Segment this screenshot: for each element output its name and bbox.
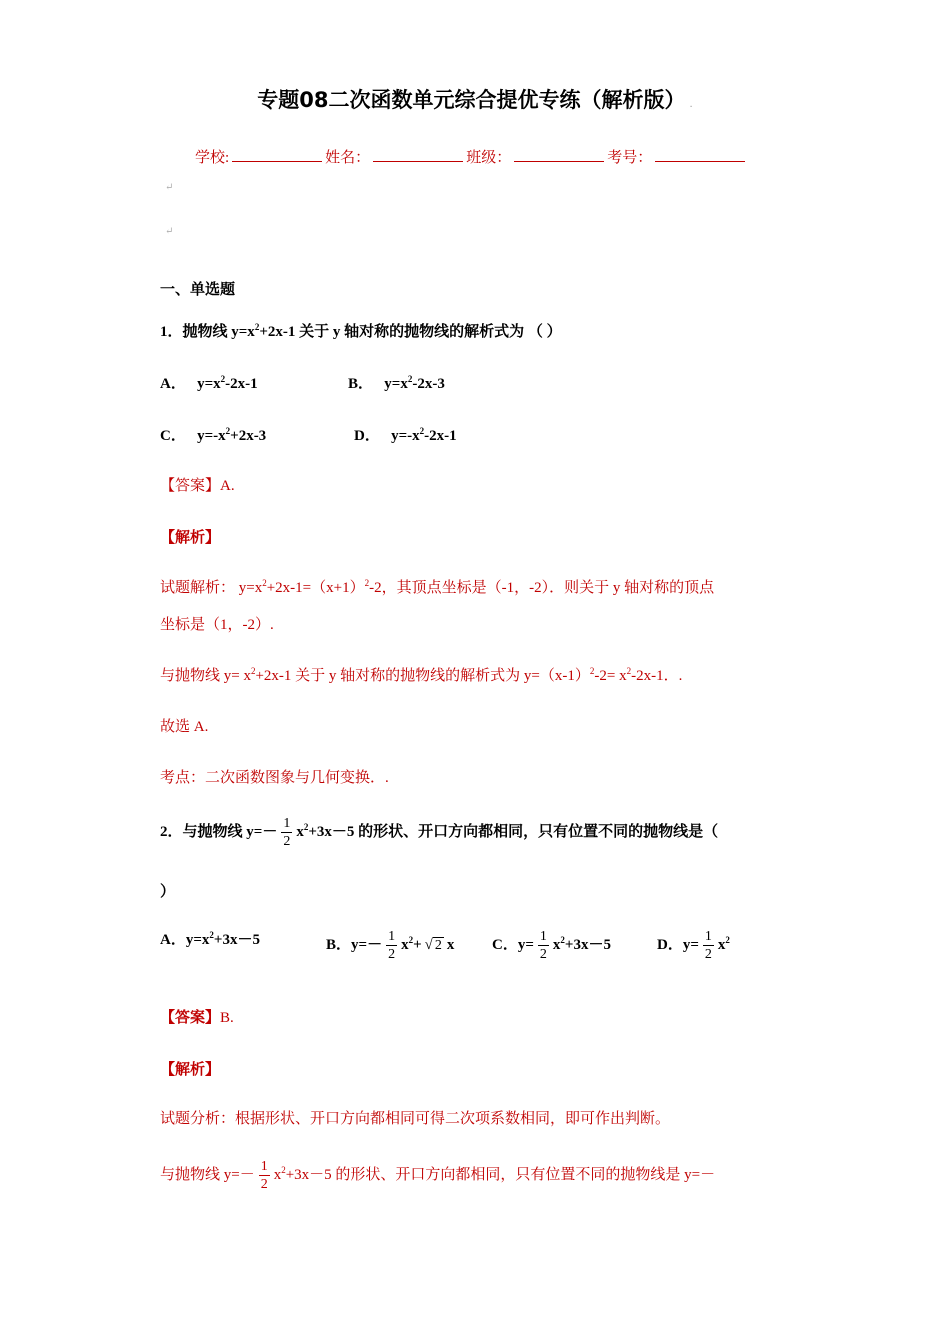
- q1-option-b[interactable]: B． $y=x^2-2x-3$: [348, 374, 445, 392]
- q2-option-a[interactable]: A．$y=x^2+3x-5$: [160, 930, 260, 948]
- section-heading: 一、单选题: [160, 282, 236, 298]
- student-info-line: [195, 146, 748, 167]
- name-field[interactable]: [373, 147, 463, 162]
- q1-analysis-label: 【解析】: [160, 530, 221, 546]
- exam-no-label: 考号：: [607, 150, 653, 166]
- q2-analysis-label: 【解析】: [160, 1062, 221, 1078]
- fraction: $\frac{1}{2}$: [539, 929, 547, 962]
- fraction: $\frac{1}{2}$: [283, 816, 291, 849]
- q1-answer: 【答案】A.: [160, 478, 235, 494]
- question-1-stem: 1．抛物线 $y=x^2+2x-1$ 关于 y 轴对称的抛物线的解析式为 （ ）: [160, 322, 562, 340]
- q1-option-d[interactable]: D． $y=-x^2-2x-1$: [354, 426, 457, 444]
- q1-option-c[interactable]: C． $y=-x^2+2x-3$: [160, 426, 267, 444]
- q1-option-a[interactable]: A． $y=x^2-2x-1$: [160, 374, 258, 392]
- paragraph-mark: ↵: [165, 226, 174, 237]
- school-field[interactable]: [232, 147, 322, 162]
- school-label: 学校:: [195, 150, 230, 166]
- q2-analysis-line: 与抛物线 y=－ $\frac{1}{2}$ $x^2+3x-5$ 的形状、开口方向都相同，只有位置不同的抛物线是 y=－: [160, 1159, 716, 1192]
- name-label: 姓名：: [325, 150, 371, 166]
- q1-analysis-line: 故选 A.: [160, 719, 209, 735]
- exam-no-field[interactable]: [655, 147, 745, 162]
- question-2-stem-end: ）: [160, 884, 176, 900]
- fraction: $\frac{1}{2}$: [260, 1159, 268, 1192]
- q2-option-d[interactable]: D．y= $\frac{1}{2}$ $x^2$: [657, 929, 730, 962]
- page-title: 专题08二次函数单元综合提优专练（解析版） .: [257, 88, 693, 112]
- question-2-stem: 2．与抛物线 y=－ $\frac{1}{2}$ $x^2+3x-5$ 的形状、开口方向都相同，只有位置不同的抛物线是（: [160, 816, 719, 849]
- q1-analysis-line: 与抛物线 $y= x^2+2x-1$ 关于 y 轴对称的抛物线的解析式为 $y=(x-1)^2-2= x^2-2x-1$．.: [160, 666, 683, 684]
- class-field[interactable]: [514, 147, 604, 162]
- q2-answer: 【答案】B.: [160, 1010, 234, 1026]
- q2-analysis-line: 试题分析：根据形状、开口方向都相同可得二次项系数相同，即可作出判断。: [160, 1111, 671, 1127]
- q2-option-c[interactable]: C．y= $\frac{1}{2}$ $x^2+3x-5$: [492, 929, 611, 962]
- q1-analysis-line: 试题解析： $y=x^2+2x-1=(x+1)^2-2$，其顶点坐标是（-1，-2）．则关于 y 轴对称的顶点: [160, 578, 715, 596]
- q1-analysis-line: 考点：二次函数图象与几何变换．.: [160, 770, 389, 786]
- class-label: 班级：: [466, 150, 512, 166]
- paragraph-mark: ↵: [165, 182, 174, 193]
- q2-option-b[interactable]: B．y=－ $\frac{1}{2}$ $x^2+$ √ 2 x: [326, 929, 455, 962]
- fraction: $\frac{1}{2}$: [704, 929, 712, 962]
- fraction: $\frac{1}{2}$: [388, 929, 396, 962]
- q1-analysis-line: 坐标是（1，-2）.: [160, 617, 274, 633]
- square-root: √ 2: [424, 936, 442, 953]
